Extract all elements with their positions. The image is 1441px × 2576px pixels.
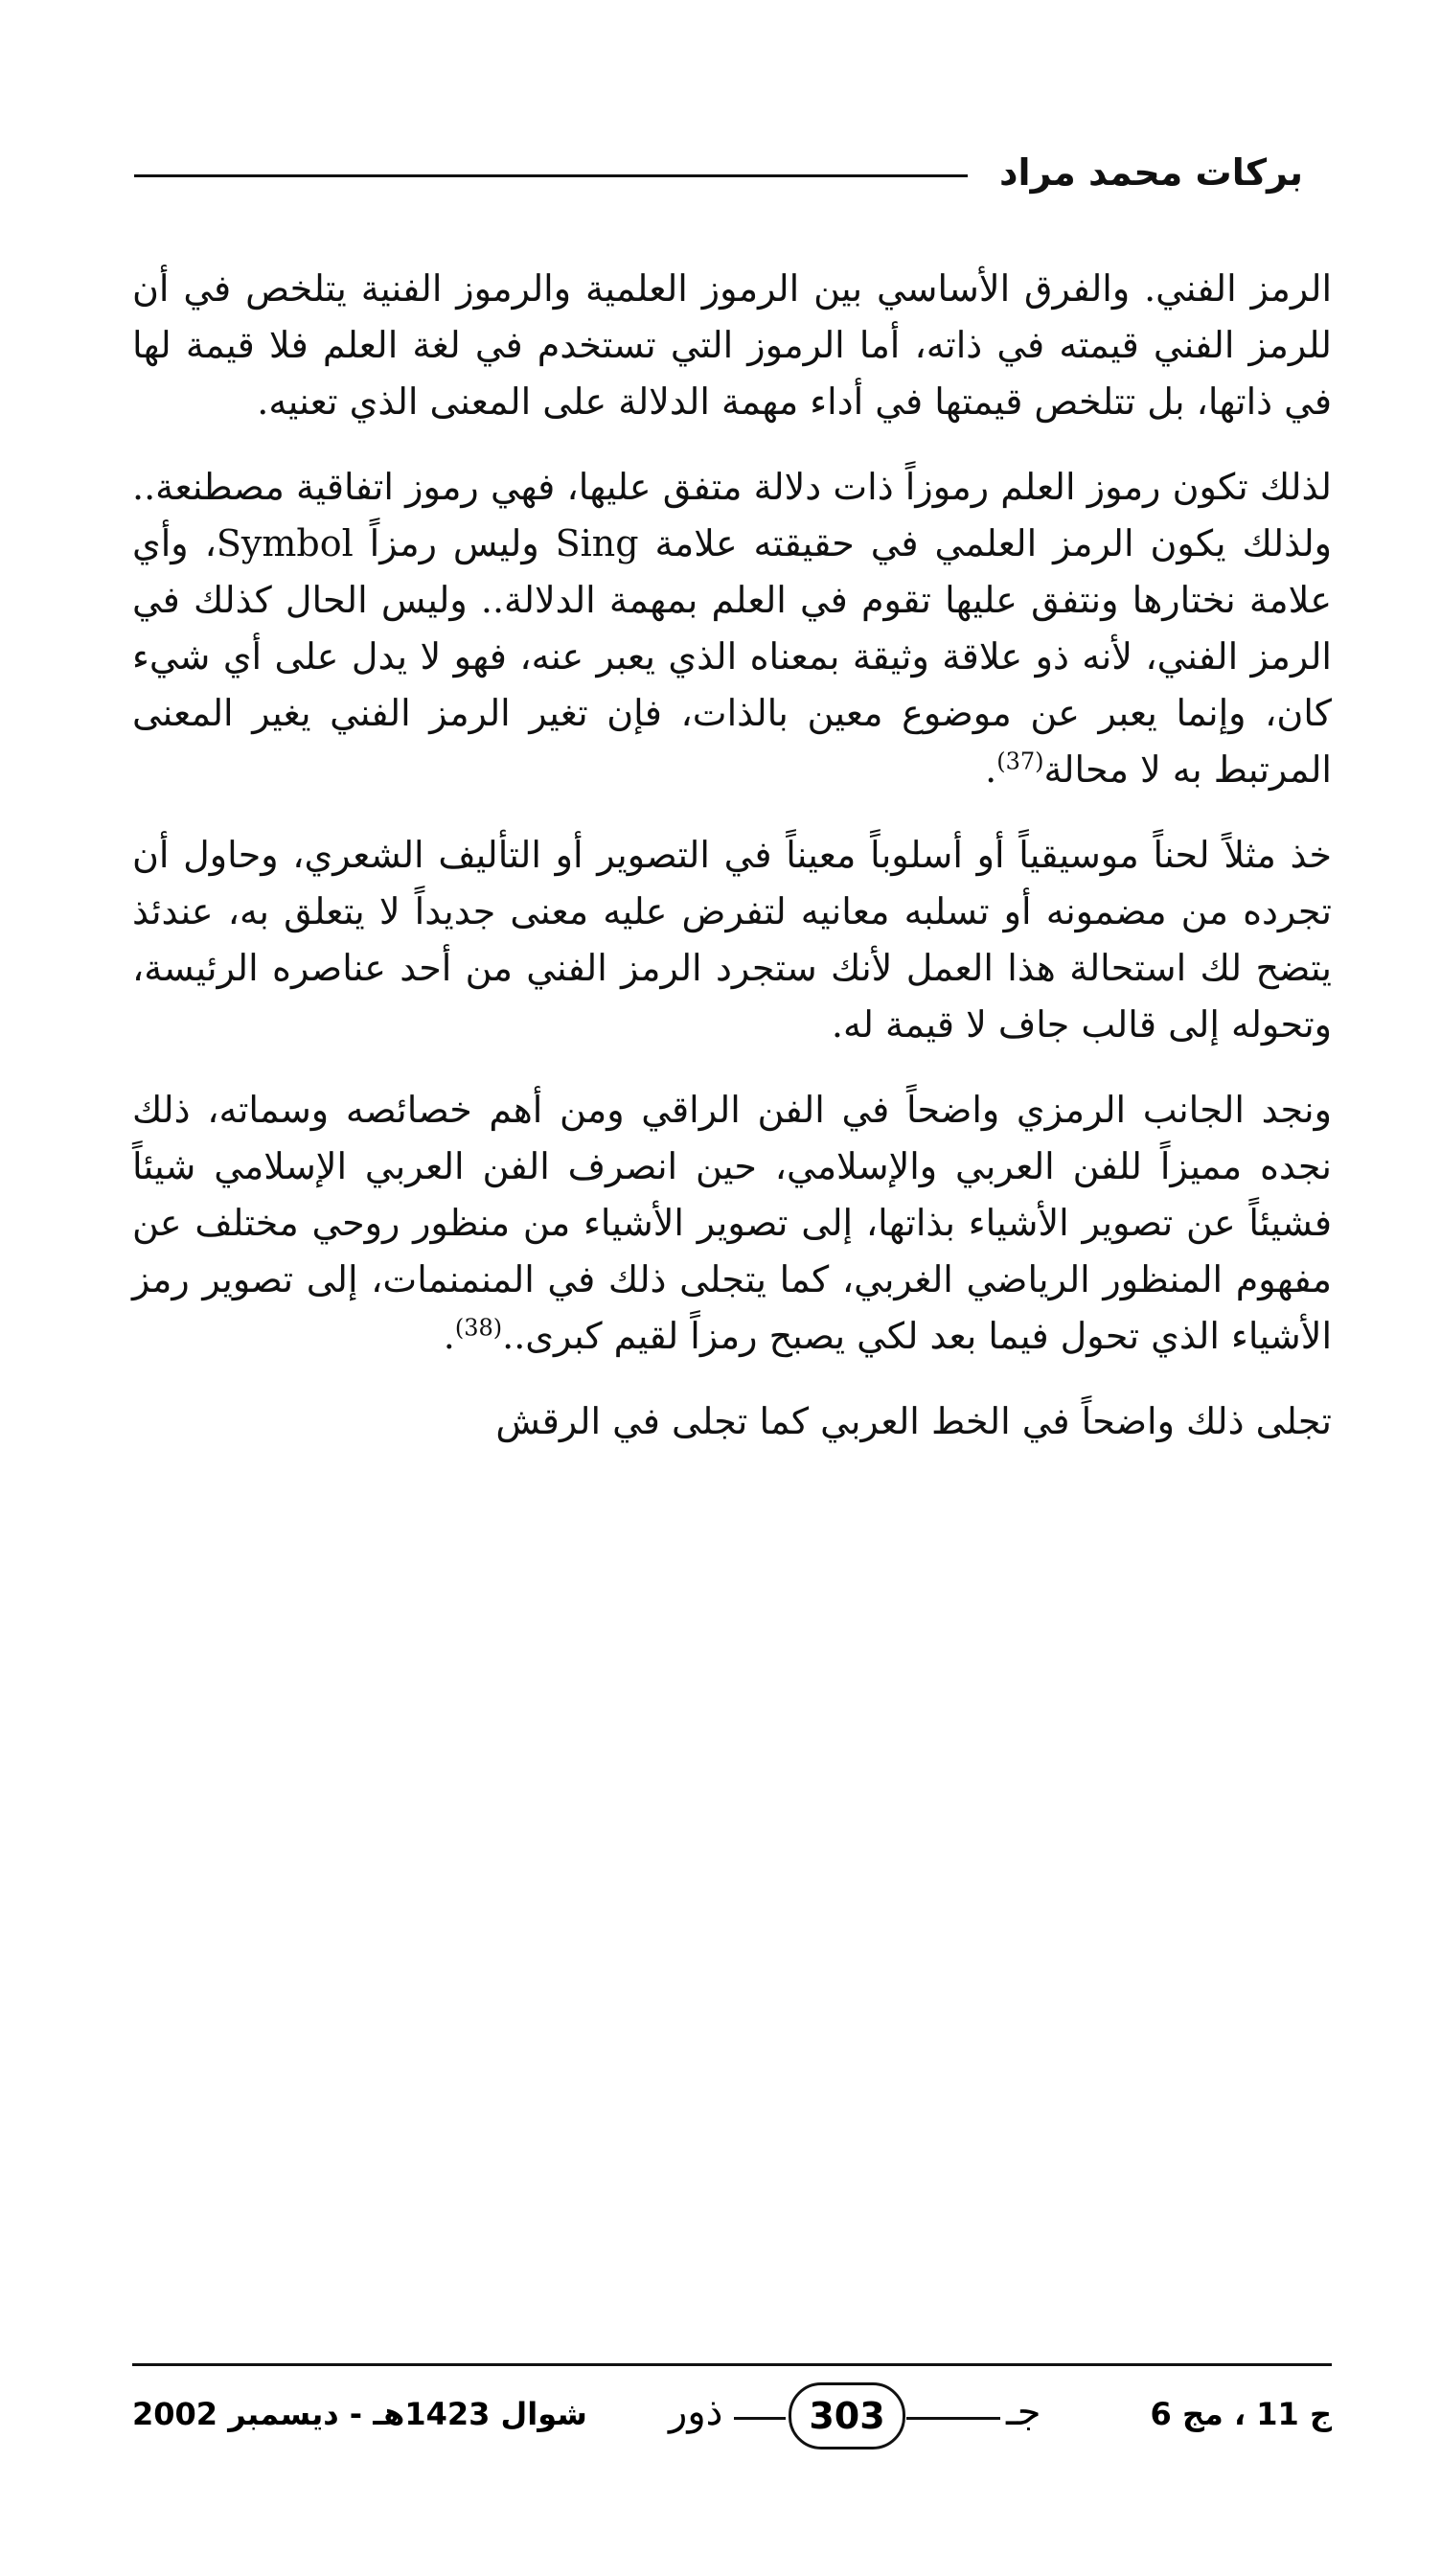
footer-rule [132,2363,1332,2366]
running-header [134,144,1303,201]
page-footer [132,2363,1332,2497]
footnote-ref-38: (38) [454,1314,503,1342]
footer-journal-rule-left [734,2417,786,2420]
paragraph-2-end: . [985,748,997,791]
header-author: بركات محمد مراد [999,151,1303,194]
page-number-badge: 303 [789,2382,905,2450]
paragraph-4-end: . [443,1315,455,1357]
paragraph-4 [132,1082,1332,1365]
paragraph-4-text: ونجد الجانب الرمزي واضحاً في الفن الراقي ومن أهم خصائصه وسماته، ذلك نجده مميزاً للفن العربي والإسلامي، حين انصرف الفن العربي الإسلامي شيئاً فشيئاً عن تصوير الأشياء بذاتها، إلى تصوير الأشياء من منظور روحي مختلف عن مفهوم المنظور الرياضي الغربي، كما يتجلى ذلك في المنمنمات، إلى تصوير رمز الأشياء الذي تحول فيما بعد لكي يصبح رمزاً لقيم كبرى.. [132,1089,1332,1357]
footer-date: شوال 1423هـ - ديسمبر 2002 [132,2396,587,2432]
paragraph-5: تجلى ذلك واضحاً في الخط العربي كما تجلى في الرقش [495,1400,1332,1442]
paragraph-2-text: لذلك تكون رموز العلم رموزاً ذات دلالة متفق عليها، فهي رموز اتفاقية مصطنعة.. ولذلك يكون الرمز العلمي في حقيقته علامة Sing وليس رمزاً Symbol، وأي علامة نختارها ونتفق عليها تقوم في العلم بمهمة الدلالة.. وليس الحال كذلك في الرمز الفني، لأنه ذو علاقة وثيقة بمعناه الذي يعبر عنه، فهو لا يدل على أي شيء كان، وإنما يعبر عن موضوع معين بالذات، فإن تغير الرمز الفني يغير المعنى المرتبط به لا محالة [132,466,1332,791]
header-rule [134,174,968,177]
footer-issue: ج 11 ، مج 6 [1150,2396,1332,2432]
paragraph-3: خذ مثلاً لحناً موسيقياً أو أسلوباً معيناً في التصوير أو التأليف الشعري، وحاول أن تجرده من مضمونه أو تسلبه معانيه لتفرض عليه معنى جديداً لا يتعلق به، عندئذ يتضح لك استحالة هذا العمل لأنك ستجرد الرمز الفني من أحد عناصره الرئيسة، وتحوله إلى قالب جاف لا قيمة له. [132,834,1332,1046]
footer-journal-name-left: ذور [669,2390,723,2434]
footnote-ref-37: (37) [996,748,1044,775]
footer-journal-rule-right [906,2417,1000,2420]
body-text [132,261,1332,1479]
paragraph-2 [132,459,1332,798]
footer-journal-name-right: جـ [1006,2390,1041,2434]
paragraph-1: الرمز الفني. والفرق الأساسي بين الرموز العلمية والرموز الفنية يتلخص في أن للرمز الفني قيمته في ذاته، أما الرموز التي تستخدم في لغة العلم فلا قيمة لها في ذاتها، بل تتلخص قيمتها في أداء مهمة الدلالة على المعنى الذي تعنيه. [132,267,1332,423]
